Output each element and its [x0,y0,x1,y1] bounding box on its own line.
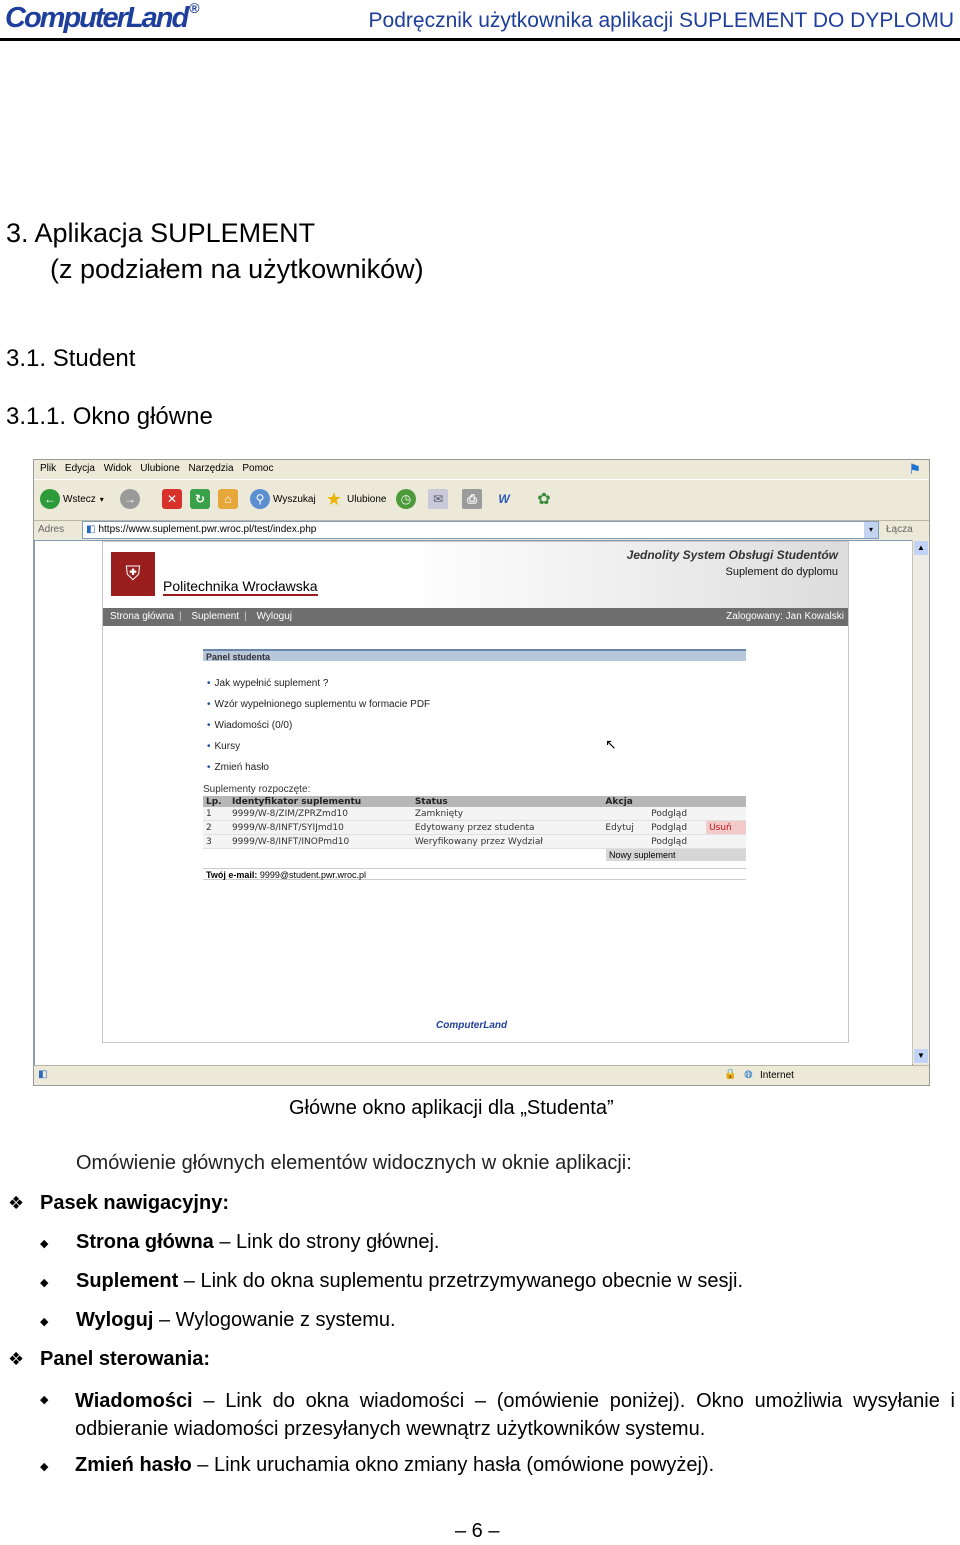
edit-button[interactable] [494,488,517,510]
lock-icon: 🔒 [724,1069,737,1080]
table-row: 2 9999/W-8/INFT/SYIJmd10 Edytowany przez studenta Edytuj Podgląd Usuń [203,821,746,835]
browser-screenshot [33,459,930,1086]
forward-button[interactable] [120,488,143,510]
nav-supplement-link[interactable]: Suplement [191,611,240,622]
nav-item-supplement: Suplement – Link do okna suplementu przetrzymywanego obecnie w sesji. [76,1270,743,1292]
refresh-button[interactable] [190,488,213,510]
panel-section-title: Panel sterowania: [40,1348,211,1370]
refresh-icon: ↻ [190,489,210,509]
messenger-button[interactable] [534,488,557,510]
system-name: Jednolity System Obsługi Studentów [626,548,838,562]
browser-toolbar [34,479,929,521]
status-bar [34,1065,929,1086]
subsection-heading: 3.1.1. Okno główne [6,403,213,430]
address-dropdown-icon[interactable]: ▾ [864,522,878,538]
word-icon: W [498,492,510,506]
panel-link-pdf-sample[interactable]: • Wzór wypełnionego suplementu w formacie PDF [207,699,431,710]
four-diamond-bullet-icon: ❖ [8,1193,25,1213]
view-link[interactable]: Podgląd [648,835,706,849]
table-row: 3 9999/W-8/INFT/INOPmd10 Weryfikowany przez Wydział Podgląd [203,835,746,849]
university-crest-icon: ⛨ [111,552,155,596]
page-status-icon: ◧ [38,1069,48,1080]
university-name: Politechnika Wrocławska [163,578,318,594]
messenger-icon: ✿ [537,491,551,508]
stop-button[interactable] [162,488,185,510]
system-subtitle: Suplement do dyplomu [725,566,838,578]
star-icon: ★ [325,488,343,509]
figure-caption: Główne okno aplikacji dla „Studenta” [289,1097,614,1119]
mail-icon: ✉ [428,489,448,509]
history-icon: ◷ [396,489,416,509]
nav-logout-link[interactable]: Wyloguj [256,611,293,622]
header-divider [0,38,960,41]
col-header-id: Identyfikator suplementu [229,796,412,807]
diamond-bullet-icon: ◆ [40,1461,49,1473]
history-button[interactable] [396,488,419,510]
menu-edit[interactable]: Edycja [64,463,95,474]
intro-text: Omówienie głównych elementów widocznych w oknie aplikacji: [76,1152,632,1174]
home-button[interactable] [218,488,241,510]
dropdown-arrow-icon: ▾ [99,494,104,504]
diamond-bullet-icon: ◆ [40,1394,49,1406]
delete-link[interactable]: Usuń [706,821,746,835]
menu-view[interactable]: Widok [103,463,132,474]
forward-arrow-icon: → [120,489,140,509]
vertical-scrollbar[interactable] [912,540,929,1064]
nav-home-link[interactable]: Strona główna [110,611,174,622]
panel-title: Panel studenta [203,649,746,661]
supplements-caption: Suplementy rozpoczęte: [203,784,311,795]
nav-section-title: Pasek nawigacyjny: [40,1192,229,1214]
menu-help[interactable]: Pomoc [242,463,274,474]
nav-item-home: Strona główna – Link do strony głównej. [76,1231,440,1253]
panel-item-change-password: Zmień hasło – Link uruchamia okno zmiany hasła (omówione powyżej). [75,1454,715,1476]
supplements-table [203,796,746,849]
edit-link[interactable]: Edytuj [602,821,648,835]
zone-label: Internet [760,1070,794,1081]
page-number: – 6 – [455,1520,500,1542]
diamond-bullet-icon: ◆ [40,1277,49,1289]
print-icon: ⎙ [462,489,482,509]
panel-link-howto[interactable]: • Jak wypełnić suplement ? [207,678,329,689]
page-banner [103,542,848,608]
panel-item-messages: Wiadomości – Link do okna wiadomości – (omówienie poniżej). Okno umożliwia wysyłanie i odbieranie wiadomości przesyłanych wewnątrz użytkowników systemu. [75,1390,955,1440]
address-input[interactable]: ◧ https://www.suplement.pwr.wroc.pl/test/index.php ▾ [82,521,879,539]
search-icon: ⚲ [250,489,270,509]
view-link[interactable]: Podgląd [648,807,706,821]
menu-favorites[interactable]: Ulubione [140,463,180,474]
favorites-button[interactable]: ★ Ulubione [325,488,387,509]
section-heading: 3.1. Student [6,345,136,372]
print-button[interactable] [462,488,485,510]
nav-item-logout: Wyloguj – Wylogowanie z systemu. [76,1309,396,1331]
diamond-bullet-icon: ◆ [40,1316,49,1328]
diamond-bullet-icon: ◆ [40,1238,49,1250]
browser-viewport [34,540,913,1066]
four-diamond-bullet-icon: ❖ [8,1349,25,1369]
mouse-cursor-icon: ↖ [605,736,617,752]
web-page [102,541,849,1043]
document-title: Podręcznik użytkownika aplikacji SUPLEMENT DO DYPLOMU [368,9,954,32]
page-icon: ◧ [86,524,96,535]
back-arrow-icon: ← [40,489,60,509]
globe-icon: ◍ [744,1069,753,1080]
search-button[interactable]: ⚲ Wyszukaj [250,488,316,510]
chapter-heading-line2: (z podziałem na użytkowników) [50,254,424,284]
panel-link-change-password[interactable]: • Zmień hasło [207,762,269,773]
menu-file[interactable]: Plik [40,463,57,474]
home-icon: ⌂ [218,489,238,509]
scroll-up-icon[interactable]: ▲ [914,541,928,555]
scroll-down-icon[interactable]: ▼ [914,1049,928,1063]
email-value: 9999@student.pwr.wroc.pl [259,870,367,880]
col-header-action: Akcja [602,796,746,807]
col-header-lp: Lp. [203,796,229,807]
panel-link-messages[interactable]: • Wiadomości (0/0) [207,720,293,731]
computerland-logo: ComputerLand ® [5,0,200,34]
address-bar [34,519,929,540]
mail-button[interactable] [428,488,451,510]
panel-link-courses[interactable]: • Kursy [207,741,241,752]
chapter-heading: 3. Aplikacja SUPLEMENT [6,218,316,248]
site-navbar: Strona główna | Suplement | Wyloguj Zalogowany: Jan Kowalski [103,608,848,626]
menu-tools[interactable]: Narzędzia [188,463,234,474]
col-header-status: Status [412,796,603,807]
view-link[interactable]: Podgląd [648,821,706,835]
browser-menubar [34,460,929,479]
footer-logo: ComputerLand [436,1020,508,1031]
table-row: 1 9999/W-8/ZIM/ZPRZmd10 Zamknięty Podgląd [203,807,746,821]
back-button[interactable]: ← Wstecz ▾ [40,488,104,510]
links-label[interactable]: Łącza [886,524,913,535]
windows-logo-icon: ⚑ [908,461,921,477]
address-label: Adres [38,524,65,535]
stop-icon: ✕ [162,489,182,509]
new-supplement-link[interactable]: Nowy suplement [606,849,746,861]
email-row: Twój e-mail: 9999@student.pwr.wroc.pl [203,868,746,880]
logged-in-user: Zalogowany: Jan Kowalski [726,611,844,622]
